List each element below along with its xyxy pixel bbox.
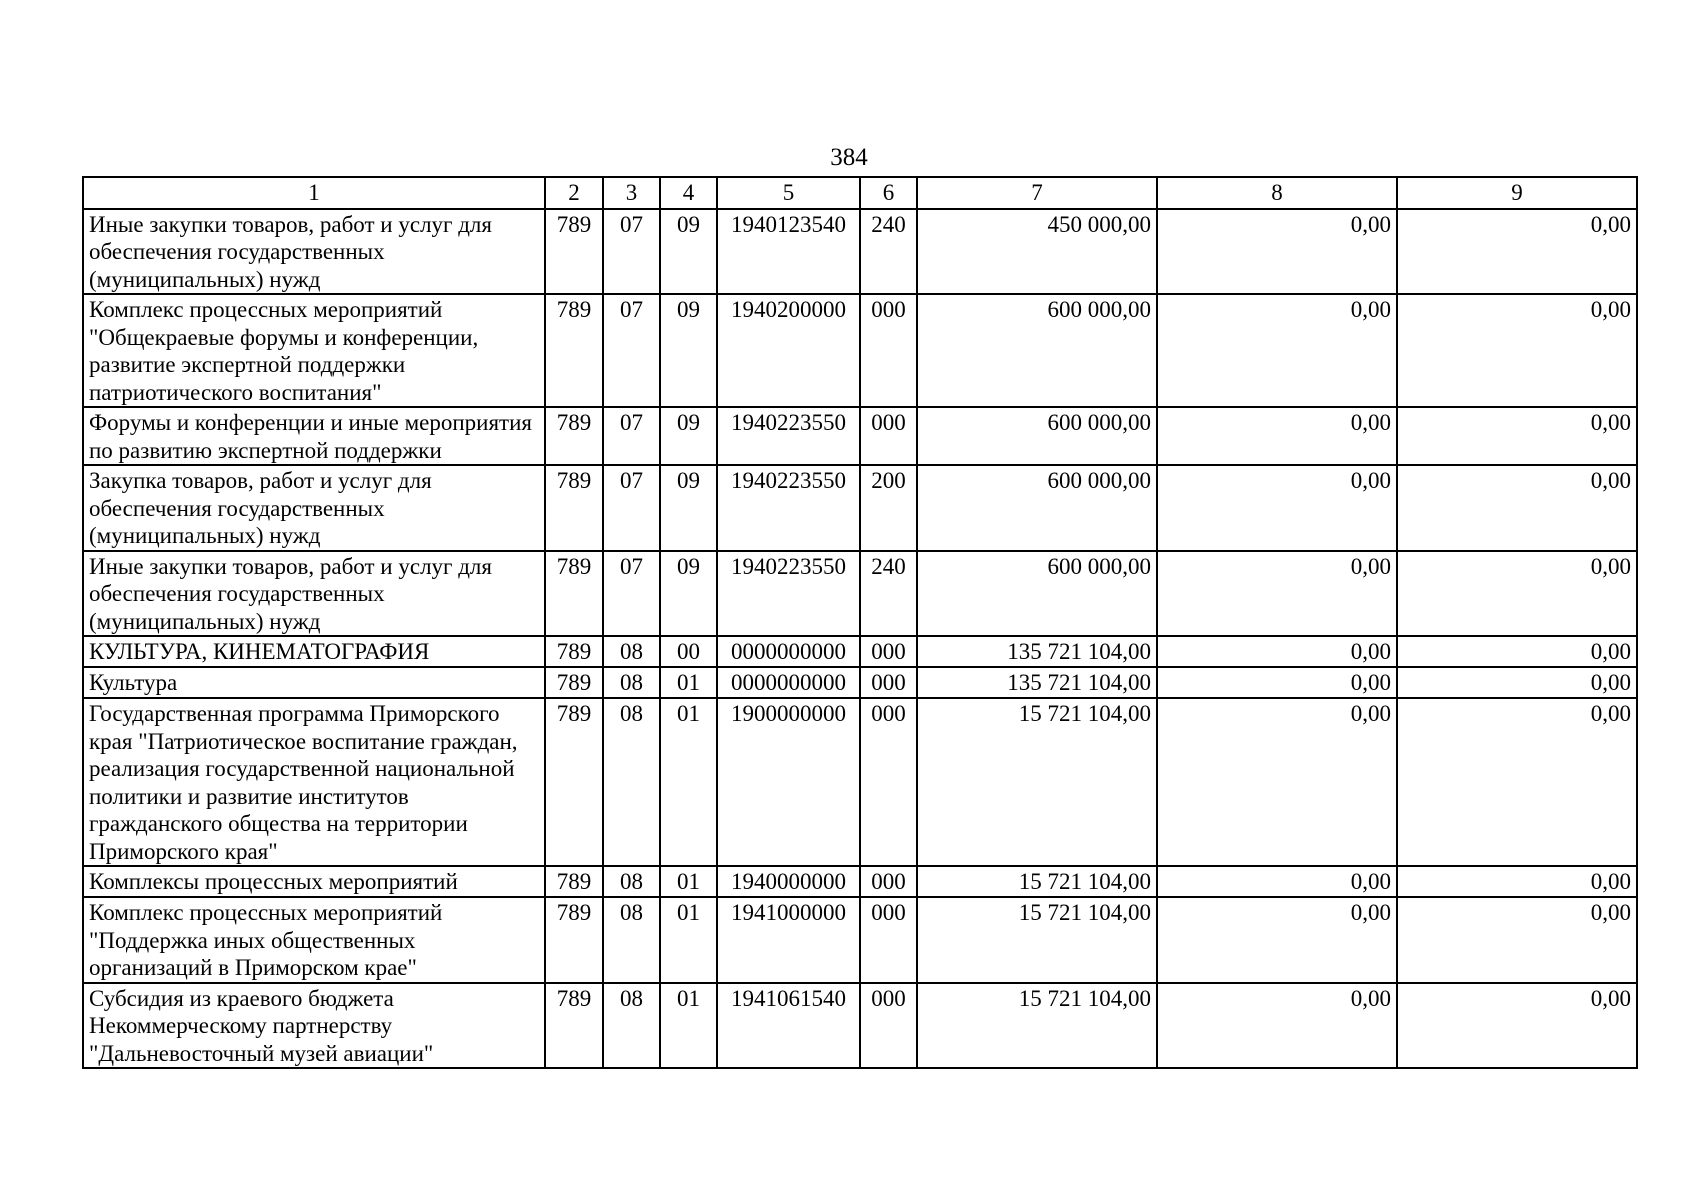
cell-amount-8: 0,00 — [1157, 294, 1397, 407]
cell-code-2: 789 — [545, 551, 603, 637]
cell-amount-7: 135 721 104,00 — [917, 667, 1157, 698]
cell-code-2: 789 — [545, 866, 603, 897]
table-row — [83, 209, 1637, 295]
row-name: Иные закупки товаров, работ и услуг для обеспечения государственных (муниципальных) нужд — [83, 209, 545, 295]
cell-code-3: 07 — [603, 209, 660, 295]
cell-code-2: 789 — [545, 465, 603, 551]
table-row — [83, 407, 1637, 465]
cell-code-4: 09 — [660, 294, 717, 407]
cell-amount-7: 600 000,00 — [917, 551, 1157, 637]
page-number: 384 — [830, 144, 868, 171]
row-name: Закупка товаров, работ и услуг для обеспечения государственных (муниципальных) нужд — [83, 465, 545, 551]
row-name: Комплексы процессных мероприятий — [83, 866, 545, 897]
cell-amount-8: 0,00 — [1157, 667, 1397, 698]
cell-amount-7: 600 000,00 — [917, 407, 1157, 465]
column-header: 6 — [860, 177, 917, 209]
table-row — [83, 667, 1637, 698]
cell-code-4: 01 — [660, 866, 717, 897]
cell-code-5: 1940223550 — [717, 551, 860, 637]
cell-amount-7: 15 721 104,00 — [917, 983, 1157, 1069]
cell-code-2: 789 — [545, 294, 603, 407]
cell-amount-8: 0,00 — [1157, 897, 1397, 983]
cell-code-4: 09 — [660, 465, 717, 551]
cell-amount-7: 600 000,00 — [917, 294, 1157, 407]
cell-amount-8: 0,00 — [1157, 983, 1397, 1069]
cell-amount-8: 0,00 — [1157, 209, 1397, 295]
cell-code-6: 000 — [860, 667, 917, 698]
cell-code-2: 789 — [545, 636, 603, 667]
cell-code-4: 00 — [660, 636, 717, 667]
cell-code-5: 0000000000 — [717, 636, 860, 667]
cell-code-6: 240 — [860, 551, 917, 637]
cell-code-2: 789 — [545, 407, 603, 465]
cell-code-5: 1940000000 — [717, 866, 860, 897]
cell-code-3: 07 — [603, 465, 660, 551]
column-header: 4 — [660, 177, 717, 209]
cell-code-5: 1940223550 — [717, 465, 860, 551]
cell-code-5: 1940223550 — [717, 407, 860, 465]
cell-code-4: 09 — [660, 209, 717, 295]
cell-code-4: 01 — [660, 897, 717, 983]
row-name: Иные закупки товаров, работ и услуг для обеспечения государственных (муниципальных) нужд — [83, 551, 545, 637]
cell-code-4: 01 — [660, 698, 717, 866]
cell-code-3: 07 — [603, 294, 660, 407]
cell-code-3: 08 — [603, 983, 660, 1069]
cell-code-3: 08 — [603, 897, 660, 983]
cell-code-3: 08 — [603, 698, 660, 866]
cell-code-2: 789 — [545, 983, 603, 1069]
cell-code-6: 000 — [860, 983, 917, 1069]
table-row — [83, 294, 1637, 407]
column-header: 2 — [545, 177, 603, 209]
cell-code-4: 09 — [660, 407, 717, 465]
cell-code-3: 07 — [603, 551, 660, 637]
cell-amount-7: 15 721 104,00 — [917, 698, 1157, 866]
table-row — [83, 866, 1637, 897]
cell-code-5: 1941061540 — [717, 983, 860, 1069]
cell-code-5: 0000000000 — [717, 667, 860, 698]
table-row — [83, 551, 1637, 637]
row-name: Субсидия из краевого бюджета Некоммерческому партнерству "Дальневосточный музей авиации" — [83, 983, 545, 1069]
cell-code-6: 200 — [860, 465, 917, 551]
cell-code-4: 01 — [660, 983, 717, 1069]
cell-amount-8: 0,00 — [1157, 465, 1397, 551]
budget-table — [82, 176, 1638, 1069]
cell-code-5: 1900000000 — [717, 698, 860, 866]
cell-amount-9: 0,00 — [1397, 983, 1637, 1069]
cell-code-3: 08 — [603, 667, 660, 698]
cell-code-4: 09 — [660, 551, 717, 637]
row-name: Государственная программа Приморского края "Патриотическое воспитание граждан, реализация государственной национальной политики и развитие институтов гражданского общества на территории Приморского края" — [83, 698, 545, 866]
cell-amount-9: 0,00 — [1397, 209, 1637, 295]
row-name: Комплекс процессных мероприятий "Поддержка иных общественных организаций в Приморском крае" — [83, 897, 545, 983]
cell-code-3: 08 — [603, 866, 660, 897]
cell-amount-8: 0,00 — [1157, 551, 1397, 637]
cell-amount-9: 0,00 — [1397, 897, 1637, 983]
row-name: КУЛЬТУРА, КИНЕМАТОГРАФИЯ — [83, 636, 545, 667]
cell-amount-9: 0,00 — [1397, 667, 1637, 698]
cell-code-6: 000 — [860, 407, 917, 465]
cell-amount-7: 600 000,00 — [917, 465, 1157, 551]
column-header: 1 — [83, 177, 545, 209]
cell-amount-9: 0,00 — [1397, 294, 1637, 407]
cell-code-6: 000 — [860, 294, 917, 407]
cell-amount-8: 0,00 — [1157, 636, 1397, 667]
cell-code-5: 1941000000 — [717, 897, 860, 983]
cell-code-5: 1940123540 — [717, 209, 860, 295]
cell-code-3: 08 — [603, 636, 660, 667]
cell-amount-8: 0,00 — [1157, 698, 1397, 866]
column-header: 7 — [917, 177, 1157, 209]
cell-code-6: 000 — [860, 698, 917, 866]
table-row — [83, 983, 1637, 1069]
cell-amount-9: 0,00 — [1397, 465, 1637, 551]
cell-code-3: 07 — [603, 407, 660, 465]
row-name: Комплекс процессных мероприятий "Общекраевые форумы и конференции, развитие экспертной поддержки патриотического воспитания" — [83, 294, 545, 407]
cell-code-2: 789 — [545, 209, 603, 295]
cell-code-4: 01 — [660, 667, 717, 698]
cell-amount-7: 15 721 104,00 — [917, 866, 1157, 897]
cell-code-6: 000 — [860, 897, 917, 983]
cell-amount-8: 0,00 — [1157, 866, 1397, 897]
cell-amount-7: 135 721 104,00 — [917, 636, 1157, 667]
row-name: Культура — [83, 667, 545, 698]
cell-code-6: 240 — [860, 209, 917, 295]
table-row — [83, 698, 1637, 866]
column-header: 9 — [1397, 177, 1637, 209]
cell-amount-9: 0,00 — [1397, 636, 1637, 667]
table-row — [83, 636, 1637, 667]
cell-code-2: 789 — [545, 897, 603, 983]
cell-amount-7: 450 000,00 — [917, 209, 1157, 295]
cell-code-6: 000 — [860, 866, 917, 897]
table-row — [83, 897, 1637, 983]
column-header: 3 — [603, 177, 660, 209]
cell-amount-9: 0,00 — [1397, 866, 1637, 897]
cell-code-2: 789 — [545, 667, 603, 698]
cell-amount-9: 0,00 — [1397, 551, 1637, 637]
column-header: 8 — [1157, 177, 1397, 209]
cell-code-5: 1940200000 — [717, 294, 860, 407]
cell-code-6: 000 — [860, 636, 917, 667]
header-row — [83, 177, 1637, 209]
cell-amount-9: 0,00 — [1397, 698, 1637, 866]
row-name: Форумы и конференции и иные мероприятия по развитию экспертной поддержки — [83, 407, 545, 465]
table-row — [83, 465, 1637, 551]
cell-amount-8: 0,00 — [1157, 407, 1397, 465]
cell-amount-9: 0,00 — [1397, 407, 1637, 465]
column-header: 5 — [717, 177, 860, 209]
cell-amount-7: 15 721 104,00 — [917, 897, 1157, 983]
cell-code-2: 789 — [545, 698, 603, 866]
